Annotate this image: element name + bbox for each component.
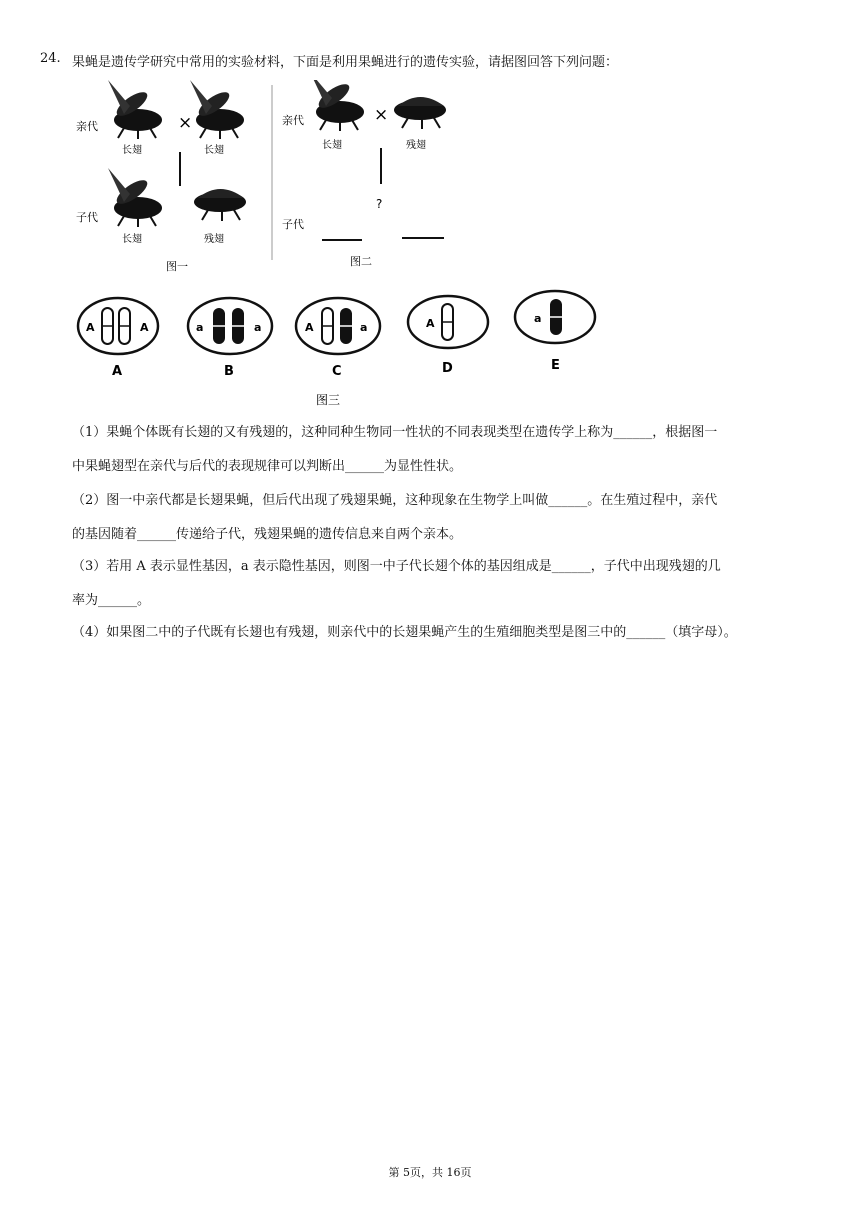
cell-c-left-gene: A	[305, 321, 314, 334]
part-4-line-1: （4）如果图二中的子代既有长翅也有残翅，则亲代中的长翅果蝇产生的生殖细胞类型是图三中的______（填字母）。	[72, 625, 737, 640]
cell-d-letter: D	[442, 361, 453, 376]
cell-b-letter: B	[224, 364, 234, 379]
fig2-parent-label: 亲代	[282, 114, 304, 127]
part-3-line-2: 率为______。	[72, 593, 151, 608]
part-3	[72, 550, 824, 618]
fig1-child-1-label: 长翅	[122, 234, 142, 245]
cell-a-left-gene: A	[86, 321, 95, 334]
genetics-figure	[68, 80, 628, 410]
question-stem: 果蝇是遗传学研究中常用的实验材料，下面是利用果蝇进行的遗传实验，请据图回答下列问题：	[72, 55, 619, 70]
cell-b-left-gene: a	[196, 321, 204, 334]
cell-b-right-gene: a	[254, 321, 262, 334]
fig2-parent-2-label: 残翅	[406, 140, 426, 151]
cell-c	[296, 298, 380, 354]
fig1-child-2-label: 残翅	[204, 234, 224, 245]
fig1-parent-label: 亲代	[76, 120, 98, 133]
part-2-line-1: （2）图一中亲代都是长翅果蝇，但后代出现了残翅果蝇，这种现象在生物学上叫做______。在生殖过程中，亲代	[72, 493, 718, 508]
cell-e	[515, 291, 595, 343]
cell-e-left-gene: a	[534, 312, 542, 325]
part-1-line-1: （1）果蝇个体既有长翅的又有残翅的，这种同种生物同一性状的不同表现类型在遗传学上称为______，根据图一	[72, 425, 718, 440]
part-4	[72, 616, 824, 650]
cell-a-right-gene: A	[140, 321, 149, 334]
fig2-cross-symbol: ×	[374, 105, 389, 125]
question-number: 24.	[40, 51, 61, 66]
part-2	[72, 484, 824, 552]
cell-e-letter: E	[551, 358, 560, 373]
fig1-parent-fly-2	[190, 80, 244, 139]
part-3-line-1: （3）若用 A 表示显性基因，a 表示隐性基因，则图一中子代长翅个体的基因组成是______，子代中出现残翅的几	[72, 559, 721, 574]
cell-c-right-gene: a	[360, 321, 368, 334]
cell-c-letter: C	[332, 364, 342, 379]
part-1-line-2: 中果蝇翅型在亲代与后代的表现规律可以判断出______为显性性状。	[72, 459, 463, 474]
cell-b	[188, 298, 272, 354]
part-1	[72, 416, 824, 484]
fig2-unknown: ?	[376, 197, 383, 211]
fig2-parent-fly-1	[310, 80, 364, 131]
fig1-child-fly-1	[108, 168, 162, 227]
fig1-child-label: 子代	[76, 211, 98, 224]
fig1-child-fly-2	[194, 189, 246, 221]
page-footer: 第 5页，共 16页	[388, 1166, 472, 1179]
fig1-parent-2-label: 长翅	[204, 145, 224, 156]
fig3-caption: 图三	[316, 393, 341, 407]
cell-d	[408, 296, 488, 348]
part-2-line-2: 的基因随着______传递给子代，残翅果蝇的遗传信息来自两个亲本。	[72, 527, 463, 542]
fig2-child-label: 子代	[282, 218, 304, 231]
fig1-cross-symbol: ×	[178, 113, 193, 133]
fig2-parent-1-label: 长翅	[322, 140, 342, 151]
fig1-caption: 图一	[166, 260, 188, 273]
cell-a-letter: A	[112, 364, 123, 379]
cell-d-left-gene: A	[426, 317, 435, 330]
fig1-parent-1-label: 长翅	[122, 145, 142, 156]
cell-a	[78, 298, 158, 354]
fig1-parent-fly-1	[108, 80, 162, 139]
fig2-parent-fly-2	[394, 97, 446, 129]
fig2-caption: 图二	[350, 255, 372, 268]
